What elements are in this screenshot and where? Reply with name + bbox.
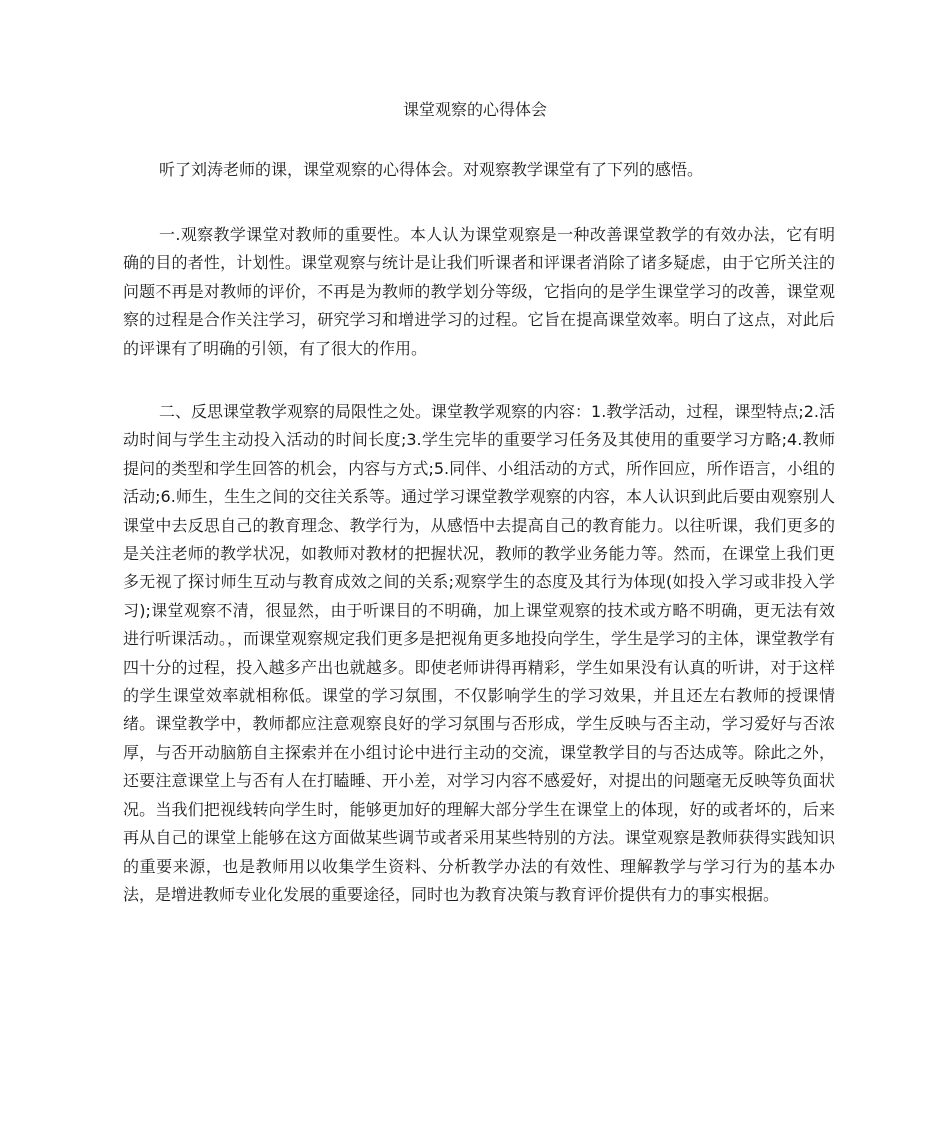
section-one-paragraph: 一.观察教学课堂对教师的重要性。本人认为课堂观察是一种改善课堂教学的有效办法，它有明确的目的者性，计划性。课堂观察与统计是让我们听课者和评课者消除了诸多疑虑，由于它所关注的问题不再是对教师的评价，不再是为教师的教学划分等级，它指向的是学生课堂学习的改善，课堂观察的过程是合作关注学习，研究学习和增进学习的过程。它旨在提高课堂效率。明白了这点，对此后的评课有了明确的引领，有了很大的作用。: [123, 225, 835, 358]
intro-paragraph: 听了刘涛老师的课，课堂观察的心得体会。对观察教学课堂有了下列的感悟。: [159, 160, 704, 179]
section-two-paragraph: 二、反思课堂教学观察的局限性之处。课堂教学观察的内容：1.教学活动，过程，课型特点;2.活动时间与学生主动投入活动的时间长度;3.学生完毕的重要学习任务及其使用的重要学习方略;4.教师提问的类型和学生回答的机会，内容与方式;5.同伴、小组活动的方式，所作回应，所作语言，小组的活动;6.师生，生生之间的交往关系等。通过学习课堂教学观察的内容，本人认识到此后要由观察别人课堂中去反思自己的教育理念、教学行为，从感悟中去提高自己的教育能力。以往听课，我们更多的是关注老师的教学状况，如教师对教材的把握状况，教师的教学业务能力等。然而，在课堂上我们更多无视了探讨师生互动与教育成效之间的关系;观察学生的态度及其行为体现(如投入学习或非投入学习);课堂观察不清，很显然，由于听课目的不明确，加上课堂观察的技术或方略不明确，更无法有效进行听课活动。，而课堂观察规定我们更多是把视角更多地投向学生，学生是学习的主体，课堂教学有四十分的过程，投入越多产出也就越多。即使老师讲得再精彩，学生如果没有认真的听讲，对于这样的学生课堂效率就相称低。课堂的学习氛围，不仅影响学生的学习效果，并且还左右教师的授课情绪。课堂教学中，教师都应注意观察良好的学习氛围与否形成，学生反映与否主动，学习爱好与否浓厚，与否开动脑筋自主探索并在小组讨论中进行主动的交流，课堂教学目的与否达成等。除此之外，还要注意课堂上与否有人在打瞌睡、开小差，对学习内容不感爱好，对提出的问题毫无反映等负面状况。当我们把视线转向学生时，能够更加好的理解大部分学生在课堂上的体现，好的或者坏的，后来再从自己的课堂上能够在这方面做某些调节或者采用某些特别的方法。课堂观察是教师获得实践知识的重要来源，也是教师用以收集学生资料、分析教学办法的有效性、理解教学与学习行为的基本办法，是增进教师专业化发展的重要途径，同时也为教育决策与教育评价提供有力的事实根据。: [123, 402, 836, 904]
document-title: 课堂观察的心得体会: [402, 100, 547, 119]
